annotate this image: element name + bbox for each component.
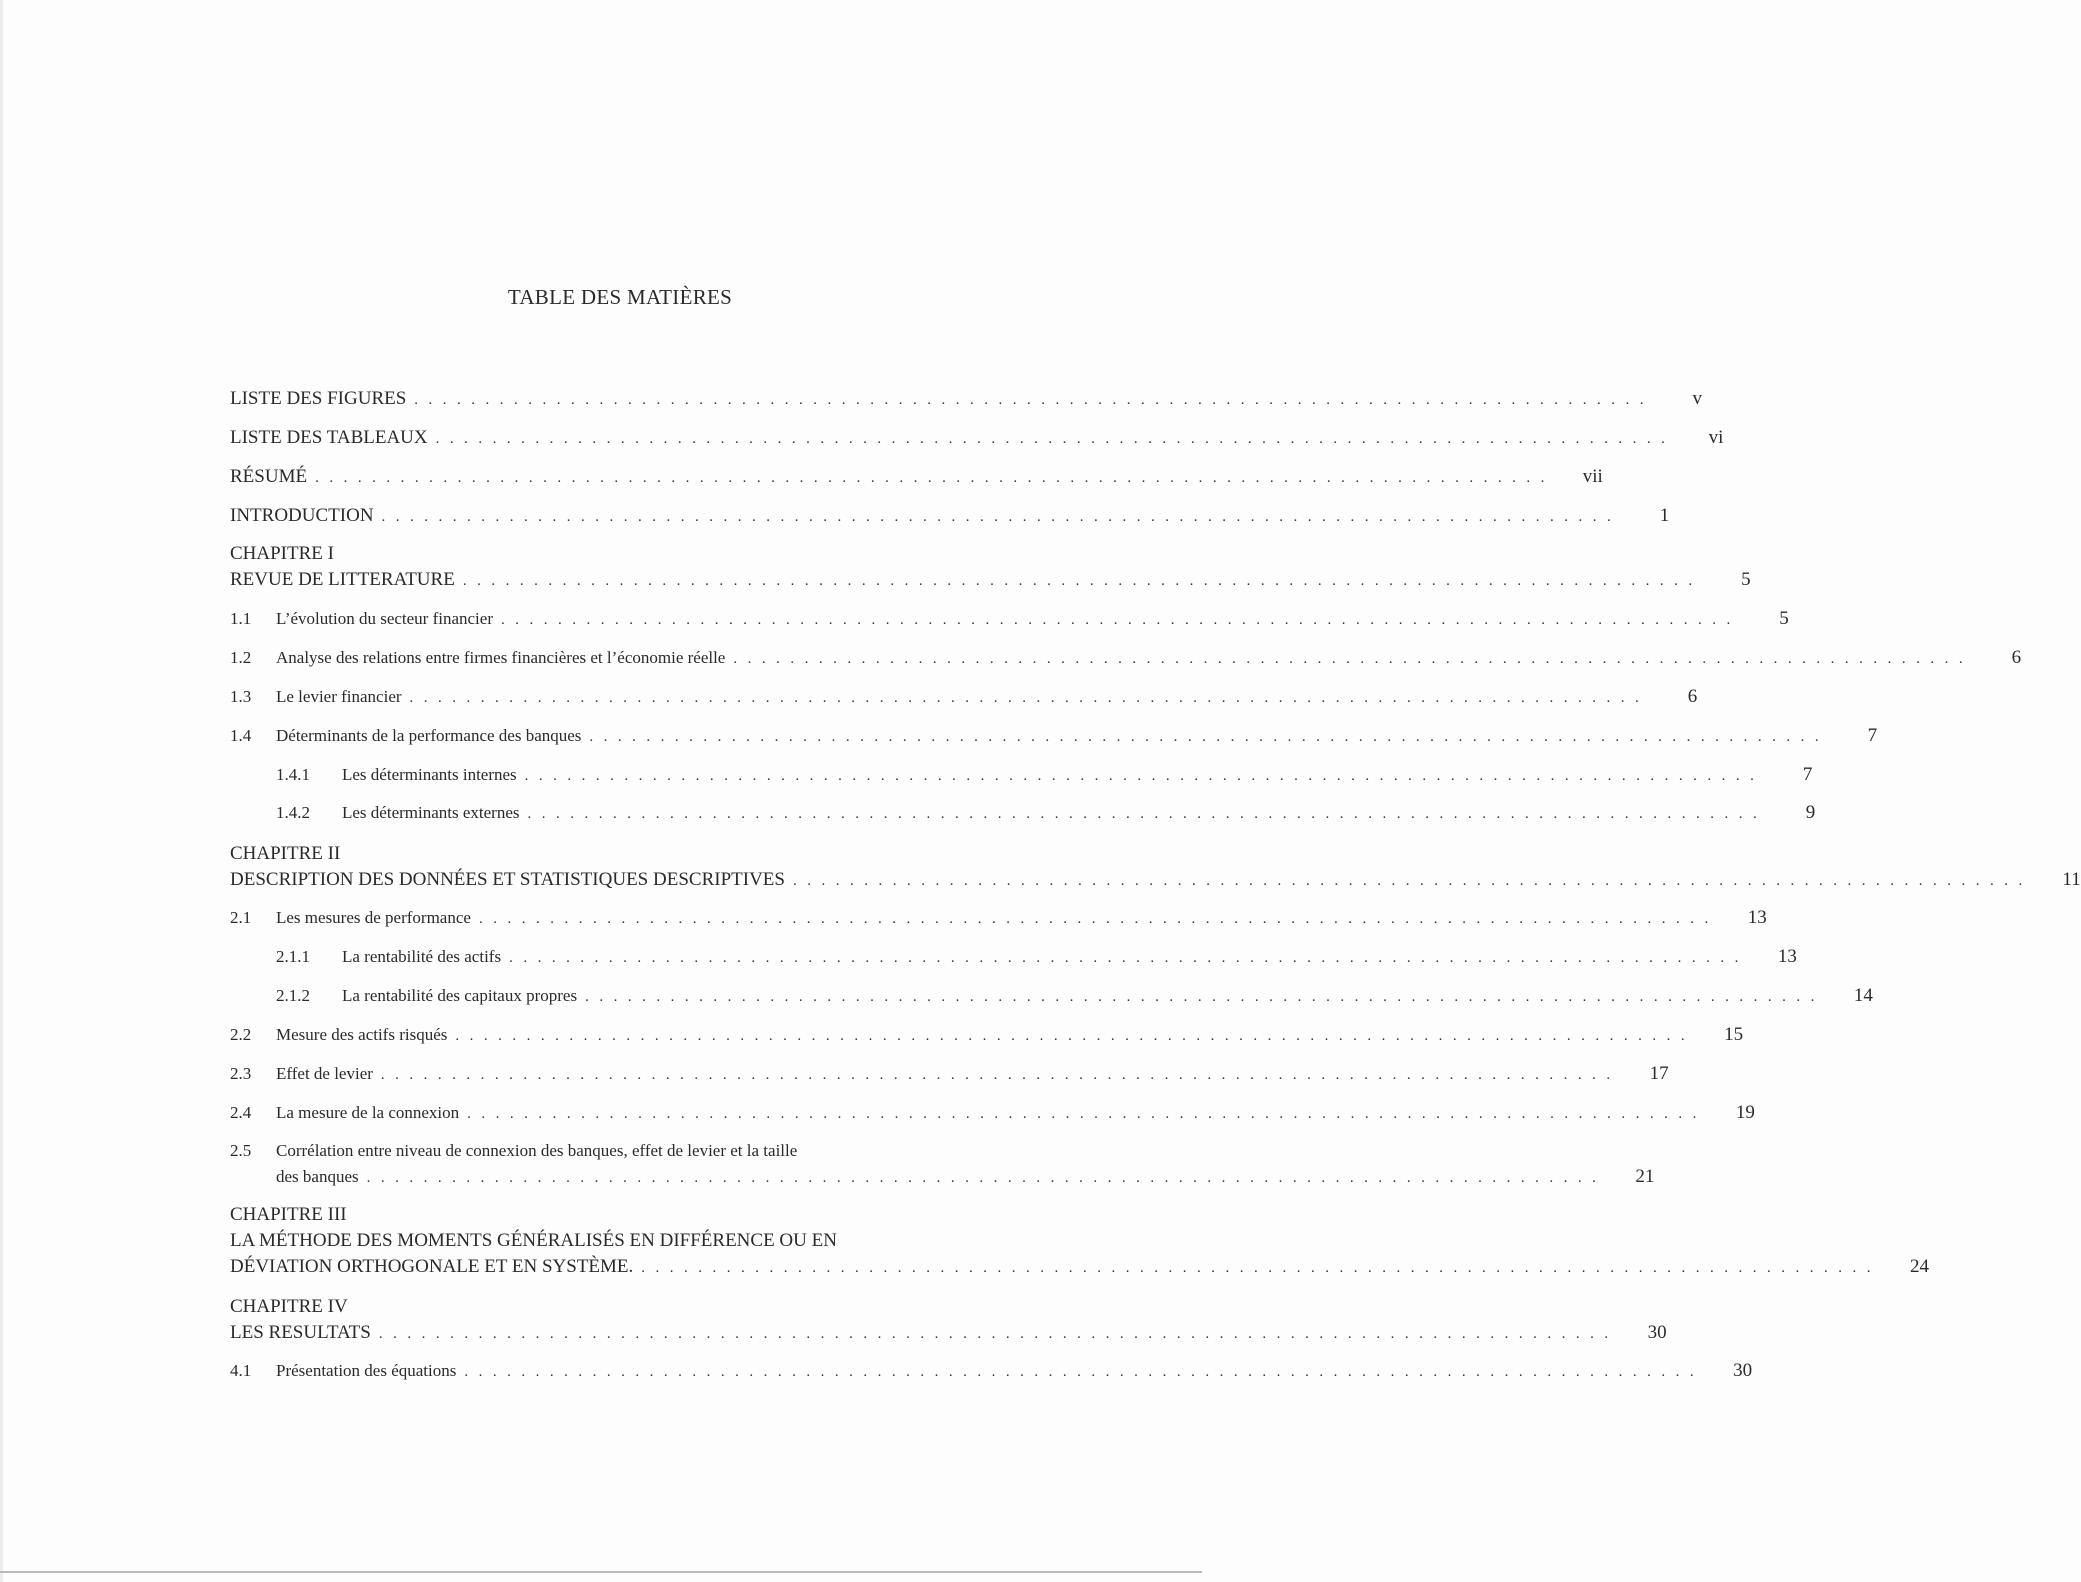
toc-page-number: 7: [1802, 764, 1813, 785]
toc-section-1-3[interactable]: [230, 684, 1698, 711]
toc-page-number: 5: [1779, 608, 1789, 629]
toc-page-number: 5: [1741, 569, 1751, 590]
section-label: Le levier financier: [276, 687, 402, 706]
section-number: 2.5: [230, 1141, 252, 1160]
table-of-contents: [230, 0, 2081, 1582]
subsection-number: 1.4.2: [276, 803, 310, 822]
toc-page-number: 19: [1735, 1102, 1755, 1123]
dot-leader: .......................................................................................: [315, 470, 1555, 486]
section-label-line-1: Corrélation entre niveau de connexion des banques, effet de levier et la taille: [276, 1141, 798, 1160]
section-number: 2.3: [230, 1064, 252, 1083]
toc-page-number: 7: [1867, 725, 1878, 746]
page-title: TABLE DES MATIÈRES: [507, 285, 733, 309]
section-label: Déterminants de la performance des banques: [276, 726, 582, 745]
toc-page-number: 6: [2011, 647, 2022, 668]
toc-entry-label: INTRODUCTION: [230, 505, 374, 526]
toc-section-1-2[interactable]: [230, 645, 2022, 672]
toc-page-number: 14: [1853, 985, 1873, 1006]
section-number: 1.3: [230, 687, 252, 706]
toc-page-number: 24: [1910, 1256, 1930, 1277]
subsection-number: 2.1.1: [276, 947, 310, 966]
chapter-heading: CHAPITRE III: [230, 1204, 347, 1225]
toc-page-number: 13: [1747, 907, 1767, 928]
section-label: La mesure de la connexion: [276, 1103, 460, 1122]
chapter-heading: CHAPITRE II: [230, 843, 341, 864]
scan-bottom-edge: [0, 1571, 1202, 1573]
chapter-heading: CHAPITRE I: [230, 543, 334, 564]
chapter-title: REVUE DE LITTERATURE: [230, 569, 455, 590]
section-number: 4.1: [230, 1361, 252, 1380]
chapter-title: DESCRIPTION DES DONNÉES ET STATISTIQUES DESCRIPTIVES: [230, 869, 785, 890]
dot-leader: .......................................................................................: [509, 950, 1749, 966]
dot-leader: .......................................................................................: [381, 509, 1622, 525]
toc-subsection-2-1-2[interactable]: [230, 983, 1873, 1010]
toc-page-number: 9: [1805, 802, 1816, 823]
toc-page-number: vi: [1708, 427, 1724, 448]
section-label: Effet de levier: [276, 1064, 373, 1083]
toc-section-2-5[interactable]: [230, 1138, 1655, 1191]
subsection-label: La rentabilité des actifs: [342, 947, 502, 966]
toc-entry-liste-des-tableaux[interactable]: [230, 425, 1724, 452]
dot-leader: .......................................................................................: [792, 873, 2033, 889]
toc-section-2-1[interactable]: [230, 905, 1767, 932]
toc-subsection-1-4-1[interactable]: [230, 762, 1813, 789]
dot-leader: .......................................................................................: [455, 1028, 1696, 1044]
toc-page-number: 30: [1647, 1322, 1667, 1343]
toc-page-number: v: [1692, 388, 1703, 409]
dot-leader: .......................................................................................: [527, 806, 1768, 822]
toc-entry-label: LISTE DES TABLEAUX: [230, 427, 428, 448]
section-label: Mesure des actifs risqués: [276, 1025, 448, 1044]
dot-leader: .......................................................................................: [435, 431, 1676, 447]
chapter-heading: CHAPITRE IV: [230, 1296, 348, 1317]
dot-leader: .......................................................................................: [589, 729, 1830, 745]
dot-leader: .......................................................................................: [464, 1364, 1705, 1380]
dot-leader: .......................................................................................: [467, 1106, 1707, 1122]
toc-page-number: vii: [1582, 466, 1603, 487]
toc-section-1-4[interactable]: [230, 723, 1878, 750]
toc-page-number: 13: [1777, 946, 1797, 967]
scan-edge: [0, 0, 3, 1582]
dot-leader: .......................................................................................: [585, 989, 1825, 1005]
section-label: Analyse des relations entre firmes financières et l’économie réelle: [276, 648, 726, 667]
subsection-number: 2.1.2: [276, 986, 310, 1005]
dot-leader: .......................................................................................: [409, 690, 1650, 706]
dot-leader: .......................................................................................: [462, 573, 1703, 589]
chapter-title: LES RESULTATS: [230, 1322, 371, 1343]
toc-page-number: 6: [1687, 686, 1698, 707]
toc-subsection-2-1-1[interactable]: [230, 944, 1797, 971]
toc-entry-liste-des-figures[interactable]: [230, 386, 1703, 413]
section-label: Présentation des équations: [276, 1361, 457, 1380]
toc-section-1-1[interactable]: [230, 606, 1789, 633]
dot-leader: .......................................................................................: [414, 392, 1655, 408]
section-number: 1.1: [230, 609, 252, 628]
dot-leader: .......................................................................................: [641, 1260, 1882, 1276]
subsection-number: 1.4.1: [276, 765, 310, 784]
toc-page-number: 17: [1649, 1063, 1669, 1084]
toc-chapter-1[interactable]: [230, 541, 1751, 594]
toc-section-2-4[interactable]: [230, 1100, 1755, 1127]
section-label: L’évolution du secteur financier: [276, 609, 493, 628]
toc-page-number: 30: [1733, 1360, 1753, 1381]
toc-section-2-2[interactable]: [230, 1022, 1744, 1049]
dot-leader: .......................................................................................: [366, 1170, 1607, 1186]
chapter-title-line-1: LA MÉTHODE DES MOMENTS GÉNÉRALISÉS EN DIFFÉRENCE OU EN: [230, 1230, 837, 1251]
toc-entry-label: LISTE DES FIGURES: [230, 388, 407, 409]
section-number: 1.4: [230, 726, 252, 745]
subsection-label: Les déterminants internes: [342, 765, 517, 784]
toc-page-number: 1: [1659, 505, 1670, 526]
chapter-title-line-2: DÉVIATION ORTHOGONALE ET EN SYSTÈME.: [230, 1256, 634, 1277]
section-label-line-2: des banques: [276, 1167, 359, 1186]
dot-leader: .......................................................................................: [478, 911, 1719, 927]
toc-page-number: 15: [1724, 1024, 1744, 1045]
toc-section-2-3[interactable]: [230, 1061, 1669, 1088]
toc-entry-resume[interactable]: [230, 464, 1603, 491]
toc-section-4-1[interactable]: [230, 1358, 1753, 1385]
toc-entry-label: RÉSUMÉ: [230, 466, 308, 487]
dot-leader: .......................................................................................: [378, 1326, 1619, 1342]
toc-entry-introduction[interactable]: [230, 503, 1670, 530]
toc-page-number: 21: [1635, 1166, 1655, 1187]
subsection-label: La rentabilité des capitaux propres: [342, 986, 578, 1005]
section-label: Les mesures de performance: [276, 908, 471, 927]
dot-leader: .......................................................................................: [524, 768, 1765, 784]
section-number: 2.1: [230, 908, 252, 927]
toc-subsection-1-4-2[interactable]: [230, 800, 1816, 827]
toc-chapter-2[interactable]: [230, 841, 2081, 894]
dot-leader: .......................................................................................: [380, 1067, 1621, 1083]
section-number: 2.2: [230, 1025, 252, 1044]
dot-leader: .......................................................................................: [733, 651, 1974, 667]
toc-page-number: 11: [2062, 869, 2081, 890]
section-number: 2.4: [230, 1103, 252, 1122]
subsection-label: Les déterminants externes: [342, 803, 520, 822]
section-number: 1.2: [230, 648, 252, 667]
toc-chapter-3[interactable]: [230, 1202, 1930, 1281]
toc-chapter-4[interactable]: [230, 1294, 1667, 1347]
dot-leader: .......................................................................................: [501, 612, 1741, 628]
